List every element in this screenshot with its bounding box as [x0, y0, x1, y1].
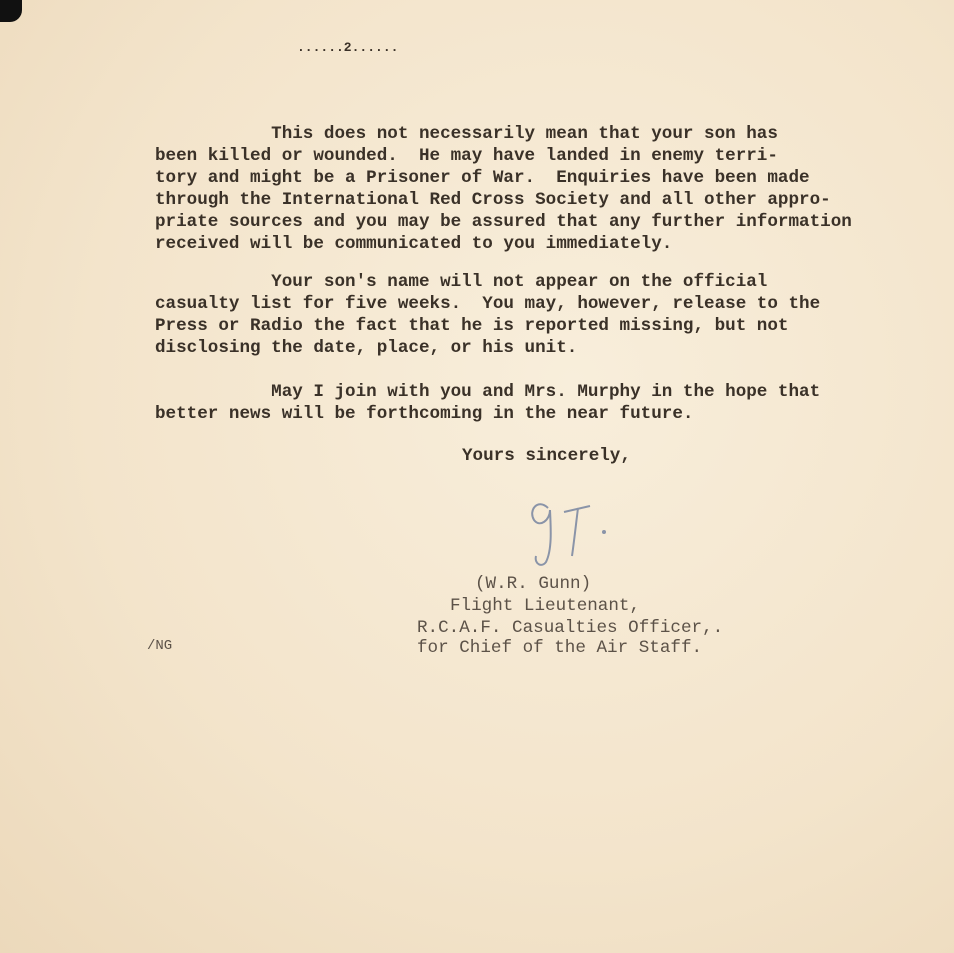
text-line: disclosing the date, place, or his unit. [155, 338, 578, 358]
text-line: May I join with you and Mrs. Murphy in the hope that [155, 382, 821, 402]
scan-mark [0, 0, 22, 22]
page-number: ......2...... [297, 40, 399, 55]
text-line: received will be communicated to you immediately. [155, 234, 673, 254]
typist-reference: /NG [147, 638, 173, 654]
text-line: been killed or wounded. He may have landed in enemy terri- [155, 146, 778, 166]
text-line: better news will be forthcoming in the near future. [155, 404, 694, 424]
signatory-on-behalf: for Chief of the Air Staff. [417, 638, 703, 658]
text-line: priate sources and you may be assured that any further information [155, 212, 852, 232]
signatory-rank: Flight Lieutenant, [450, 596, 641, 616]
text-line: This does not necessarily mean that your son has [155, 124, 778, 144]
signatory-title: R.C.A.F. Casualties Officer,. [417, 618, 724, 638]
closing: Yours sincerely, [462, 446, 631, 466]
text-line: Your son's name will not appear on the official [155, 272, 768, 292]
handwritten-signature [520, 490, 640, 570]
signatory-name: (W.R. Gunn) [475, 574, 592, 594]
text-line: through the International Red Cross Society and all other appro- [155, 190, 831, 210]
text-line: Press or Radio the fact that he is reported missing, but not [155, 316, 789, 336]
text-line: tory and might be a Prisoner of War. Enquiries have been made [155, 168, 810, 188]
text-line: casualty list for five weeks. You may, however, release to the [155, 294, 821, 314]
